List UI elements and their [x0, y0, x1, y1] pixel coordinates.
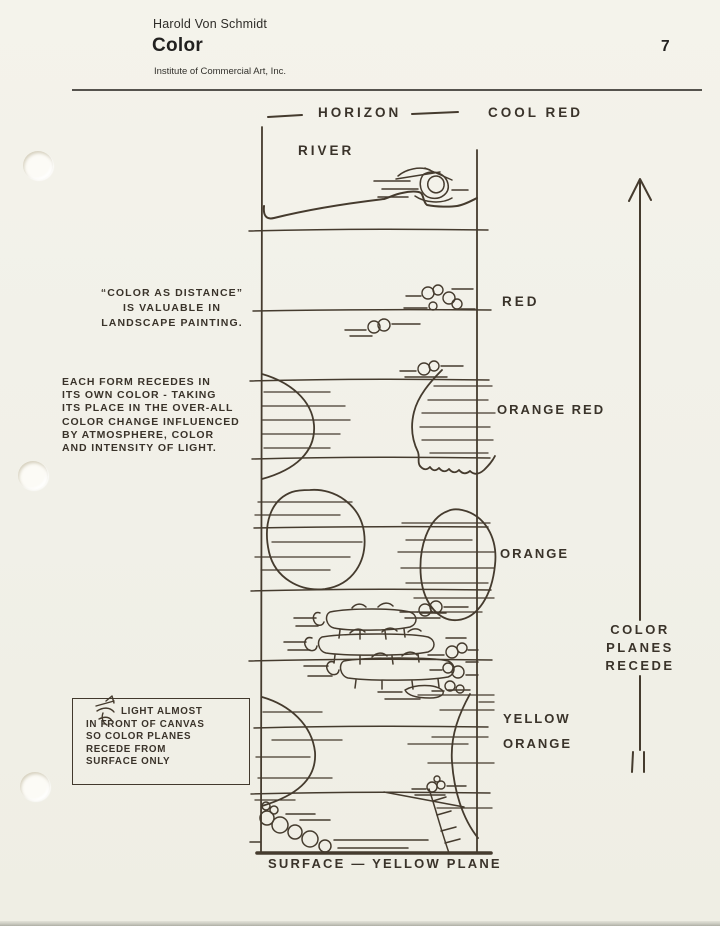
orange-plane-label: ORANGE [500, 546, 570, 561]
rock-cluster-mid-right [378, 601, 478, 699]
scan-bottom-edge [0, 921, 720, 926]
red-plane-label: RED [502, 294, 540, 309]
color-planes-recede-label [595, 621, 685, 675]
rock-cluster-red-lower [345, 319, 420, 336]
hill-yellow-orange-right [408, 694, 494, 838]
yellow-orange-plane-label-line2: ORANGE [503, 736, 573, 751]
leaning-sapling-sketch [384, 789, 464, 853]
recede-line-2: PLANES [606, 640, 674, 655]
recede-arrow [629, 179, 651, 772]
form-note-line5: BY ATMOSPHERE, COLOR [62, 428, 214, 441]
light-note-line1: LIGHT ALMOST [121, 706, 203, 717]
yellow-orange-plane-label-line1: YELLOW [503, 711, 571, 726]
organization-name: Institute of Commercial Art, Inc. [154, 66, 286, 77]
form-note-line2: ITS OWN COLOR - TAKING [62, 389, 217, 402]
light-note-line3: SO COLOR PLANES [86, 731, 192, 743]
form-note-line1: EACH FORM RECEDES IN [62, 376, 211, 388]
page-number: 7 [661, 38, 670, 55]
form-note-line3: ITS PLACE IN THE OVER-ALL [62, 402, 234, 415]
boat-sketch [374, 168, 468, 202]
rock-cluster-bottom-left [250, 802, 428, 852]
river-shoreline [264, 192, 477, 219]
light-note-text [86, 706, 205, 769]
hill-yellow-orange-left [255, 697, 342, 806]
light-note-line2: IN FRONT OF CANVAS [86, 718, 205, 730]
form-note-line6: AND INTENSITY OF LIGHT. [62, 442, 217, 455]
surface-yellow-plane-label: SURFACE — YELLOW PLANE [268, 856, 502, 871]
hill-orange-red-left [262, 374, 350, 479]
distance-note-line3: LANDSCAPE PAINTING. [101, 316, 243, 329]
color-as-distance-note [86, 286, 258, 330]
rock-cluster-above-orange-red [400, 361, 463, 377]
page-title: Color [152, 35, 204, 56]
distance-note-line2: IS VALUABLE IN [122, 301, 222, 314]
light-note-line5: SURFACE ONLY [86, 756, 171, 768]
cool-red-label: COOL RED [488, 105, 584, 120]
orange-red-plane-label: ORANGE RED [497, 402, 606, 417]
pack-horse-figures [284, 603, 478, 689]
light-almost-note-box [72, 698, 250, 785]
author-name: Harold Von Schmidt [153, 17, 268, 31]
recede-line-1: COLOR [610, 622, 670, 637]
round-hill-orange-left [255, 490, 365, 590]
plane-divider-lines [249, 229, 492, 794]
river-label: RIVER [298, 143, 355, 158]
recede-line-3: RECEDE [605, 658, 675, 673]
each-form-recedes-note [62, 376, 240, 455]
rock-cluster-red-upper [404, 285, 475, 310]
form-note-line4: COLOR CHANGE INFLUENCED [62, 415, 240, 428]
distance-note-line1: “COLOR AS DISTANCE” [100, 287, 244, 299]
light-note-line4: RECEDE FROM [86, 743, 167, 755]
horizon-label: HORIZON [318, 105, 402, 120]
